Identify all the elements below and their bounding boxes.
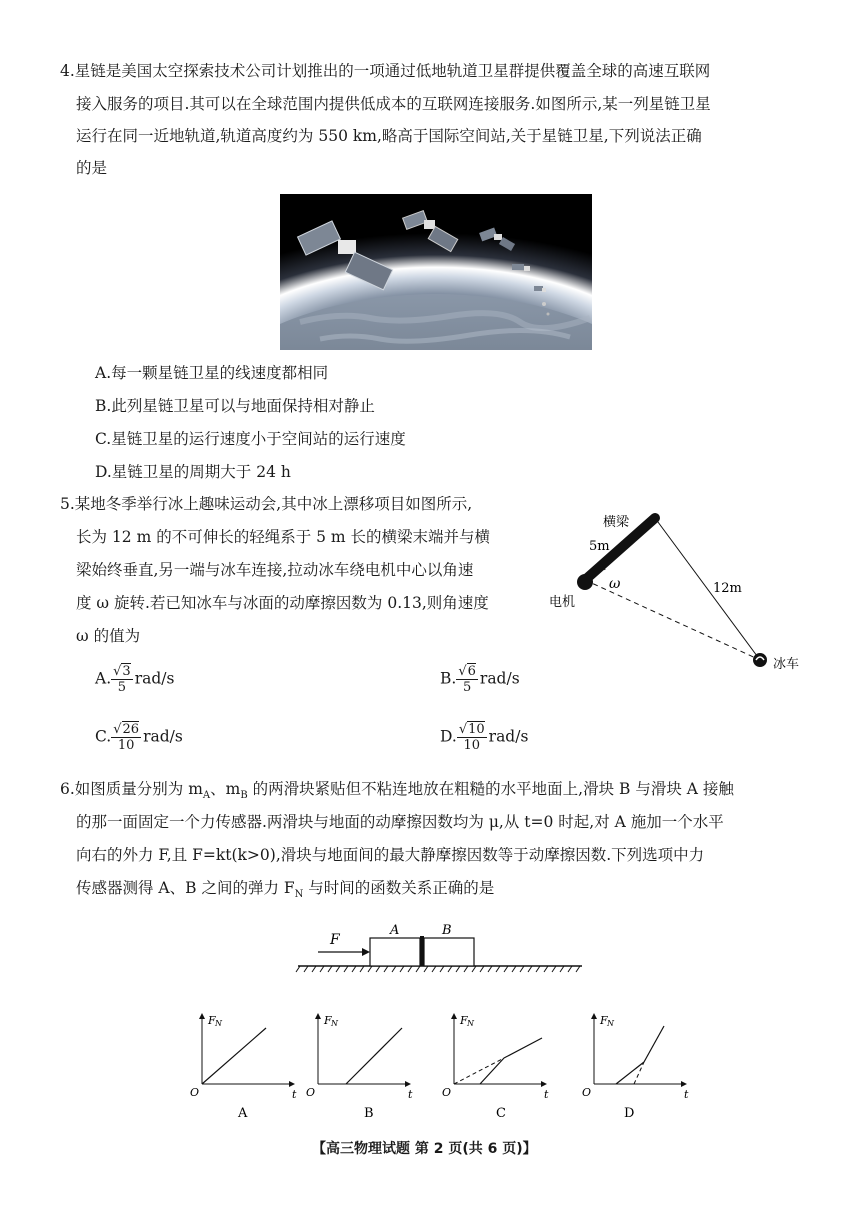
svg-text:O: O [306, 1086, 316, 1099]
page-footer: 【高三物理试题 第 2 页(共 6 页)】 [312, 1141, 537, 1157]
q5-line-5: ω 的值为 [76, 627, 141, 645]
q4-option-c: C.星链卫星的运行速度小于空间站的运行速度 [95, 430, 406, 448]
q5-option-b: B. $\frac{√6}{5}$ rad/s [440, 664, 520, 695]
svg-text:N: N [467, 1019, 474, 1028]
graph-a-caption: A [238, 1106, 248, 1121]
svg-text:t: t [544, 1088, 549, 1101]
q6-line-4: 传感器测得 A、B 之间的弹力 $F_N$ 与时间的函数关系正确的是 [76, 879, 495, 901]
rope-length-label: 12m [713, 581, 742, 596]
svg-text:O: O [190, 1086, 200, 1099]
svg-text:t: t [292, 1088, 297, 1101]
q5-line-1: 5.某地冬季举行冰上趣味运动会,其中冰上漂移项目如图所示, [60, 495, 473, 513]
graph-c-caption: C [496, 1106, 506, 1121]
force-arrow-icon [362, 948, 370, 956]
svg-text:F: F [208, 1014, 216, 1027]
svg-text:F: F [324, 1014, 332, 1027]
svg-text:F: F [460, 1014, 468, 1027]
omega-label: ω [609, 576, 621, 592]
force-label: F [330, 932, 340, 948]
q5-line-4: 度 ω 旋转.若已知冰车与冰面的动摩擦因数为 0.13,则角速度 [76, 594, 489, 612]
ground-hatching [296, 966, 580, 972]
ice-sled-icon [753, 653, 767, 667]
beam-length-label: 5m [589, 539, 610, 554]
q5-option-c: C. $\frac{√26}{10}$ rad/s [95, 722, 183, 753]
motor-label: 电机 [549, 595, 576, 610]
rope [655, 518, 760, 660]
q4-line-3: 运行在同一近地轨道,轨道高度约为 550 km,略高于国际空间站,关于星链卫星,下列说法正确 [76, 127, 702, 145]
svg-text:O: O [582, 1086, 592, 1099]
block-b [424, 938, 474, 966]
graph-d-caption: D [624, 1106, 635, 1121]
q6-line-3: 向右的外力 F,且 F=kt(k>0),滑块与地面间的最大静摩擦因数等于动摩擦因数.下列选项中力 [76, 846, 705, 864]
block-a-label: A [390, 923, 400, 938]
svg-text:O: O [442, 1086, 452, 1099]
q5-option-d: D. $\frac{√10}{10}$ rad/s [440, 722, 529, 753]
graph-options [186, 1012, 706, 1126]
q4-line-2: 接入服务的项目.其可以在全球范围内提供低成本的互联网连接服务.如图所示,某一列星链卫星 [76, 95, 711, 113]
q5-line-2: 长为 12 m 的不可伸长的轻绳系于 5 m 长的横梁末端并与横 [76, 528, 491, 546]
motor-icon [577, 574, 593, 590]
q4-line-4: 的是 [76, 159, 108, 177]
q4-line-1: 4.星链是美国太空探索技术公司计划推出的一项通过低地轨道卫星群提供覆盖全球的高速互联网 [60, 62, 711, 80]
svg-text:t: t [684, 1088, 689, 1101]
block-b-label: B [442, 923, 452, 938]
block-a [370, 938, 420, 966]
sled-label: 冰车 [773, 657, 800, 672]
q5-option-a: A. $\frac{√3}{5}$ rad/s [95, 664, 175, 695]
q6-line-2: 的那一面固定一个力传感器.两滑块与地面的动摩擦因数均为 μ,从 t=0 时起,对 A 施加一个水平 [76, 813, 724, 831]
fn-time-graphs [186, 1012, 706, 1122]
q4-option-d: D.星链卫星的周期大于 24 h [95, 463, 291, 481]
starlink-satellite-image [280, 194, 592, 350]
svg-text:N: N [331, 1019, 338, 1028]
beam-label: 横梁 [603, 515, 630, 530]
graph-b-caption: B [364, 1106, 374, 1121]
ice-sled-figure [545, 508, 815, 678]
q4-option-b: B.此列星链卫星可以与地面保持相对静止 [95, 397, 375, 415]
q4-option-a: A.每一颗星链卫星的线速度都相同 [95, 364, 329, 382]
svg-text:t: t [408, 1088, 413, 1101]
svg-text:N: N [607, 1019, 614, 1028]
q5-line-3: 梁始终垂直,另一端与冰车连接,拉动冰车绕电机中心以角速 [76, 561, 474, 579]
svg-text:F: F [600, 1014, 608, 1027]
sliding-blocks-figure [290, 918, 590, 978]
svg-text:N: N [215, 1019, 222, 1028]
force-sensor [420, 936, 424, 966]
q6-line-1: 6.如图质量分别为 $m_A$、$m_B$ 的两滑块紧贴但不粘连地放在粗糙的水平地面上,滑块 B 与滑块 A 接触 [60, 780, 734, 802]
